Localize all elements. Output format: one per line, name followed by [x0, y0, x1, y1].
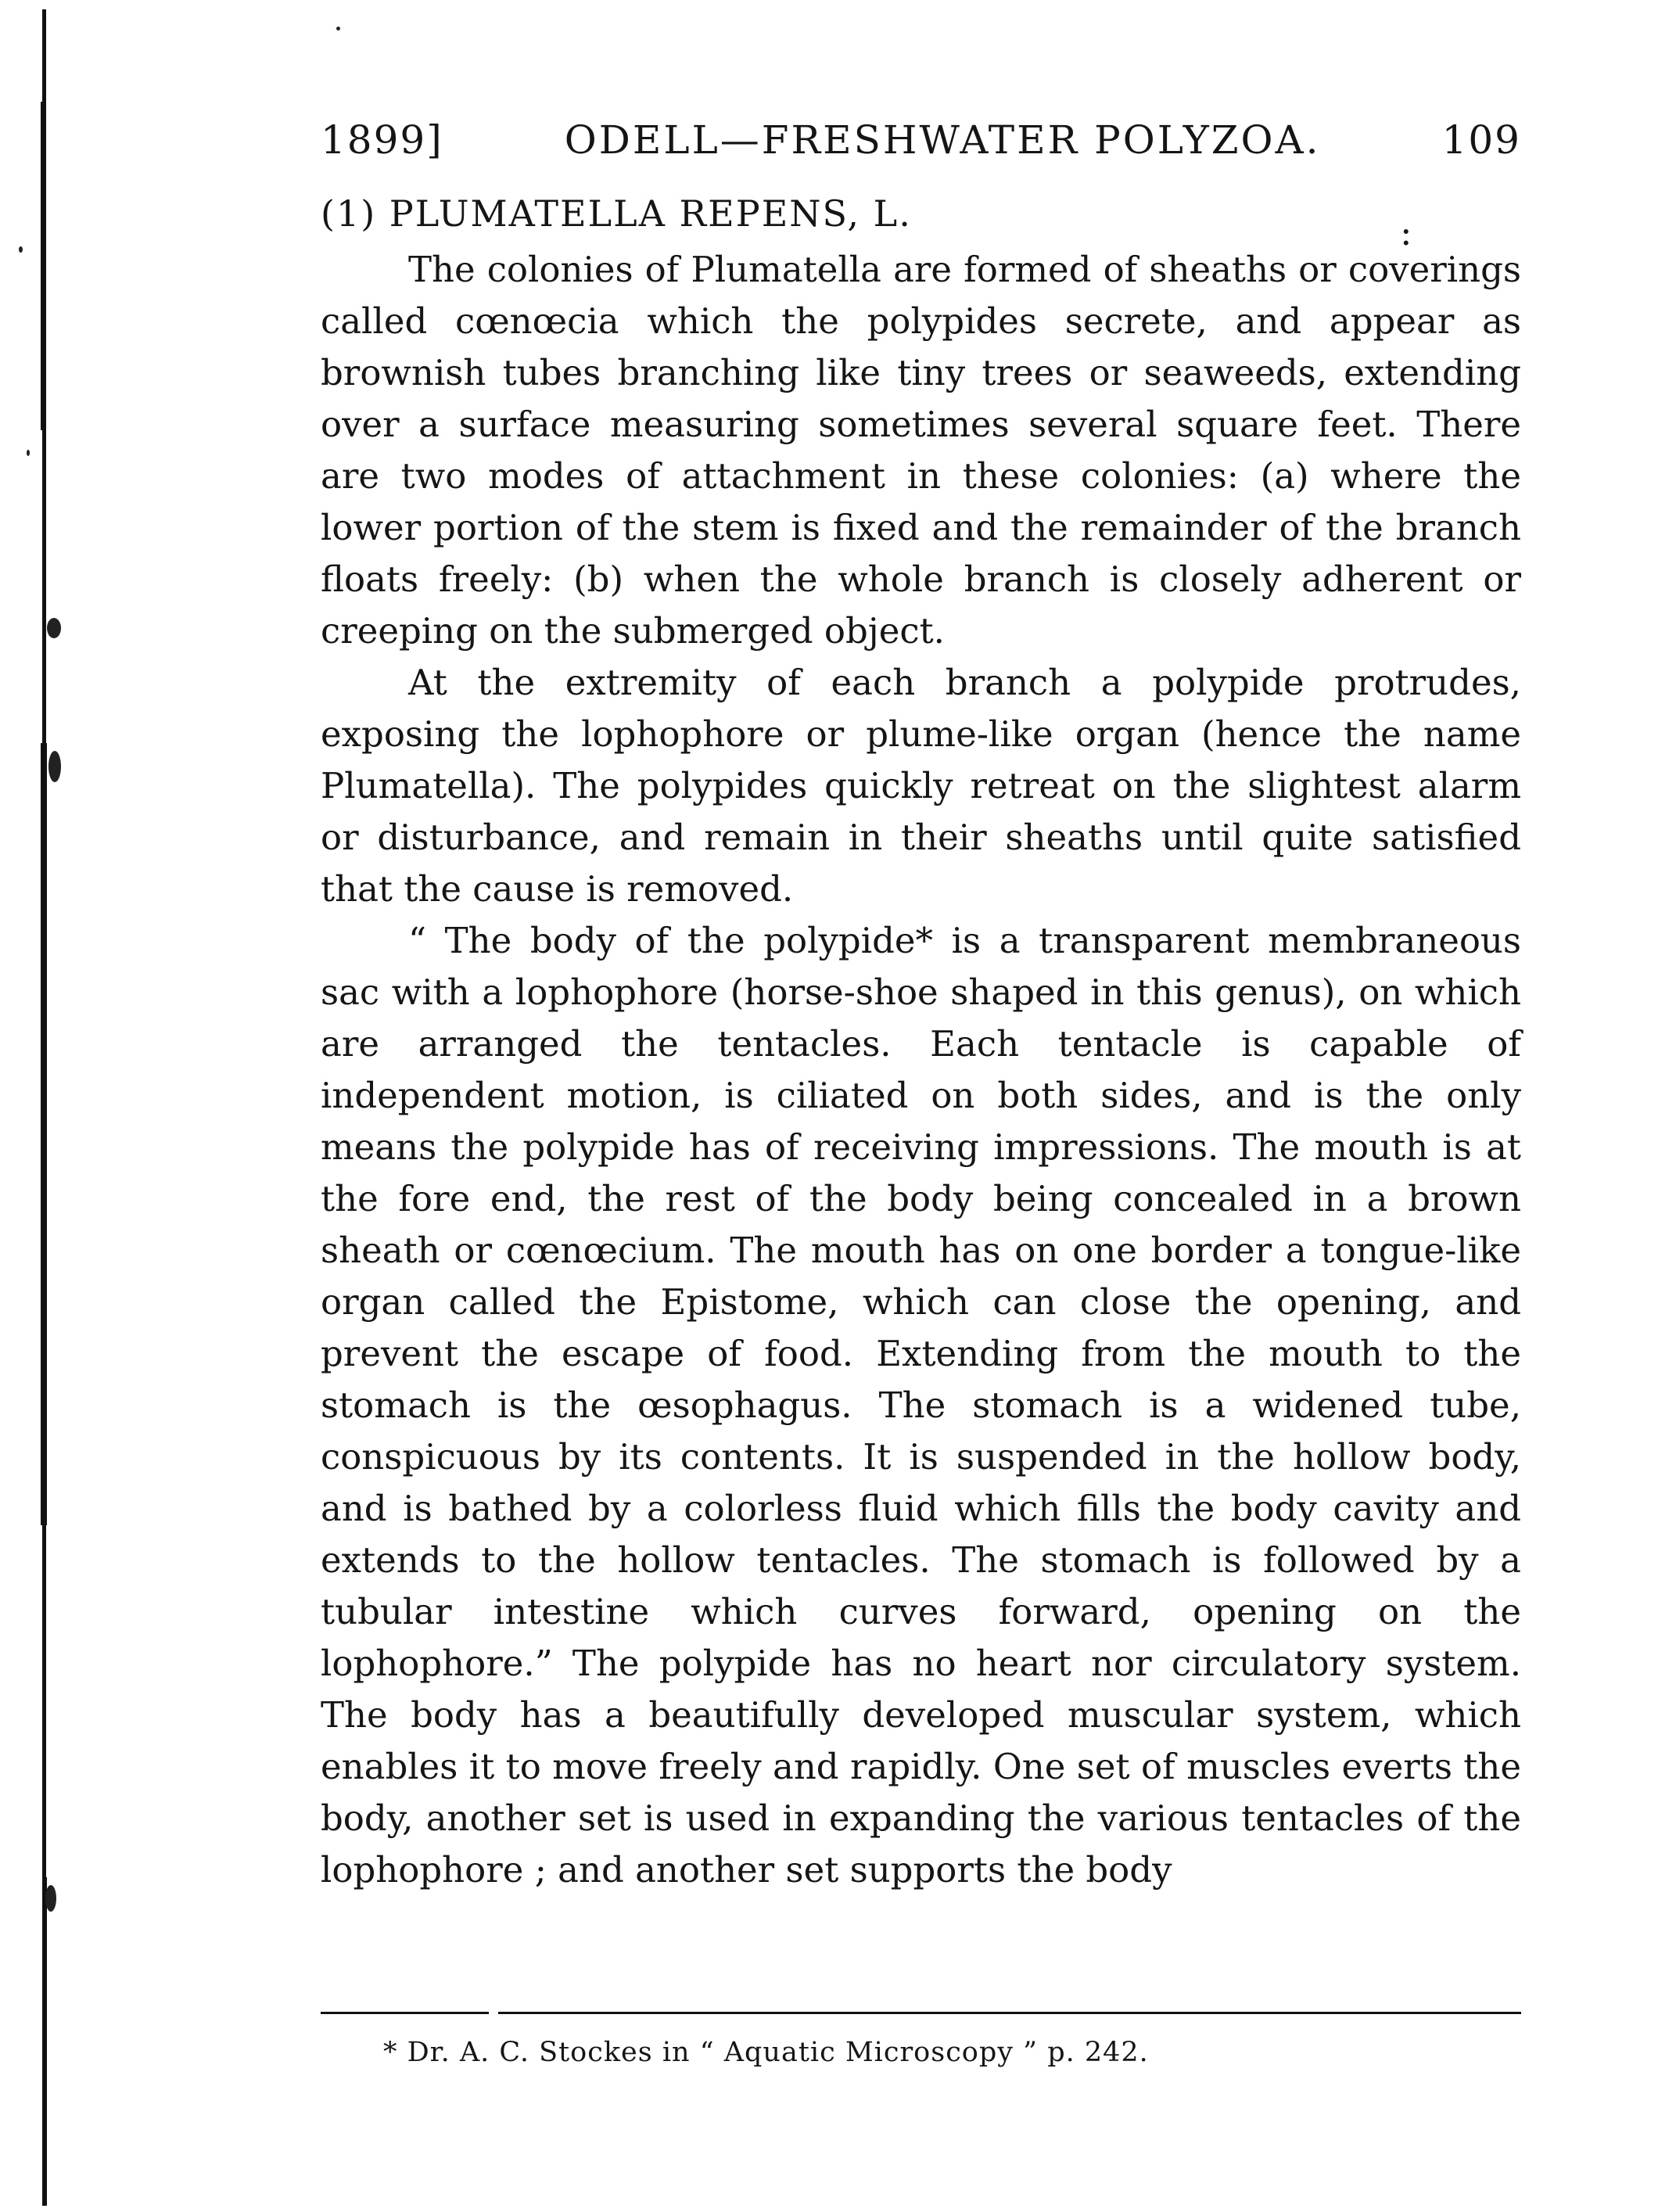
- footnote-rule-gap: [489, 2009, 498, 2016]
- scan-speck: [48, 751, 61, 782]
- section-heading-text: (1) PLUMATELLA REPENS, L.: [321, 192, 912, 235]
- section-heading: [321, 192, 1521, 253]
- footnote: * Dr. A. C. Stockes in “ Aquatic Microscopy ” p. 242.: [383, 2037, 1149, 2068]
- scan-speck: [47, 618, 61, 638]
- scan-speck: [19, 246, 23, 253]
- scan-speck: [336, 27, 340, 31]
- binding-edge-thick-segment: [41, 743, 47, 1525]
- paragraph: The colonies of Plumatella are formed of sheaths or coverings called cœnœcia which the polypides secrete, and appear as brownish tubes branching like tiny trees or seaweeds, extending over a surface measuring sometimes several square feet. There are two modes of attachment in these colonies: (a) where the lower portion of the stem is fixed and the remainder of the branch floats freely: (b) when the whole branch is closely adherent or creeping on the submerged object.: [321, 249, 1521, 652]
- binding-edge-thick-segment: [41, 102, 45, 430]
- paragraph: “ The body of the polypide* is a transparent membraneous sac with a lophophore (horse-shoe shaped in this genus), on which are arranged the tentacles. Each tentacle is capable of independent motion, is ciliated on both sides, and is the only means the polypide has of receiving impressions. The mouth is at the fore end, the rest of the body being concealed in a brown sheath or cœnœcium. The mouth has on one border a tongue-like organ called the Epistome, which can close the opening, and prevent the escape of food. Extending from the mouth to the stomach is the œsophagus. The stomach is a widened tube, conspicuous by its contents. It is suspended in the hollow body, and is bathed by a colorless fluid which fills the body cavity and extends to the hollow tentacles. The stomach is followed by a tubular intestine which curves forward, opening on the lophophore.” The polypide has no heart nor circulatory system. The body has a beautifully developed muscular system, which enables it to move freely and rapidly. One set of muscles everts the body, another set is used in expanding the various tentacles of the lophophore ; and another set supports the body: [321, 920, 1521, 1891]
- running-head-year: 1899]: [321, 117, 443, 163]
- page-content: [321, 117, 1521, 1896]
- page-number: 109: [1441, 117, 1521, 163]
- body-text: [321, 244, 1521, 1896]
- running-head: [321, 117, 1521, 172]
- section-heading-mark: :: [1400, 211, 1414, 253]
- scan-speck: [27, 450, 30, 456]
- scan-speck: [45, 1885, 56, 1912]
- footnote-rule: [321, 2012, 1521, 2014]
- running-head-title: ODELL—FRESHWATER POLYZOA.: [564, 117, 1321, 163]
- binding-edge-thick-segment: [42, 1877, 47, 2206]
- paragraph: At the extremity of each branch a polypide protrudes, exposing the lophophore or plume-like organ (hence the name Plumatella). The polypides quickly retreat on the slightest alarm or disturbance, and remain in their sheaths until quite satisfied that the cause is removed.: [321, 662, 1521, 910]
